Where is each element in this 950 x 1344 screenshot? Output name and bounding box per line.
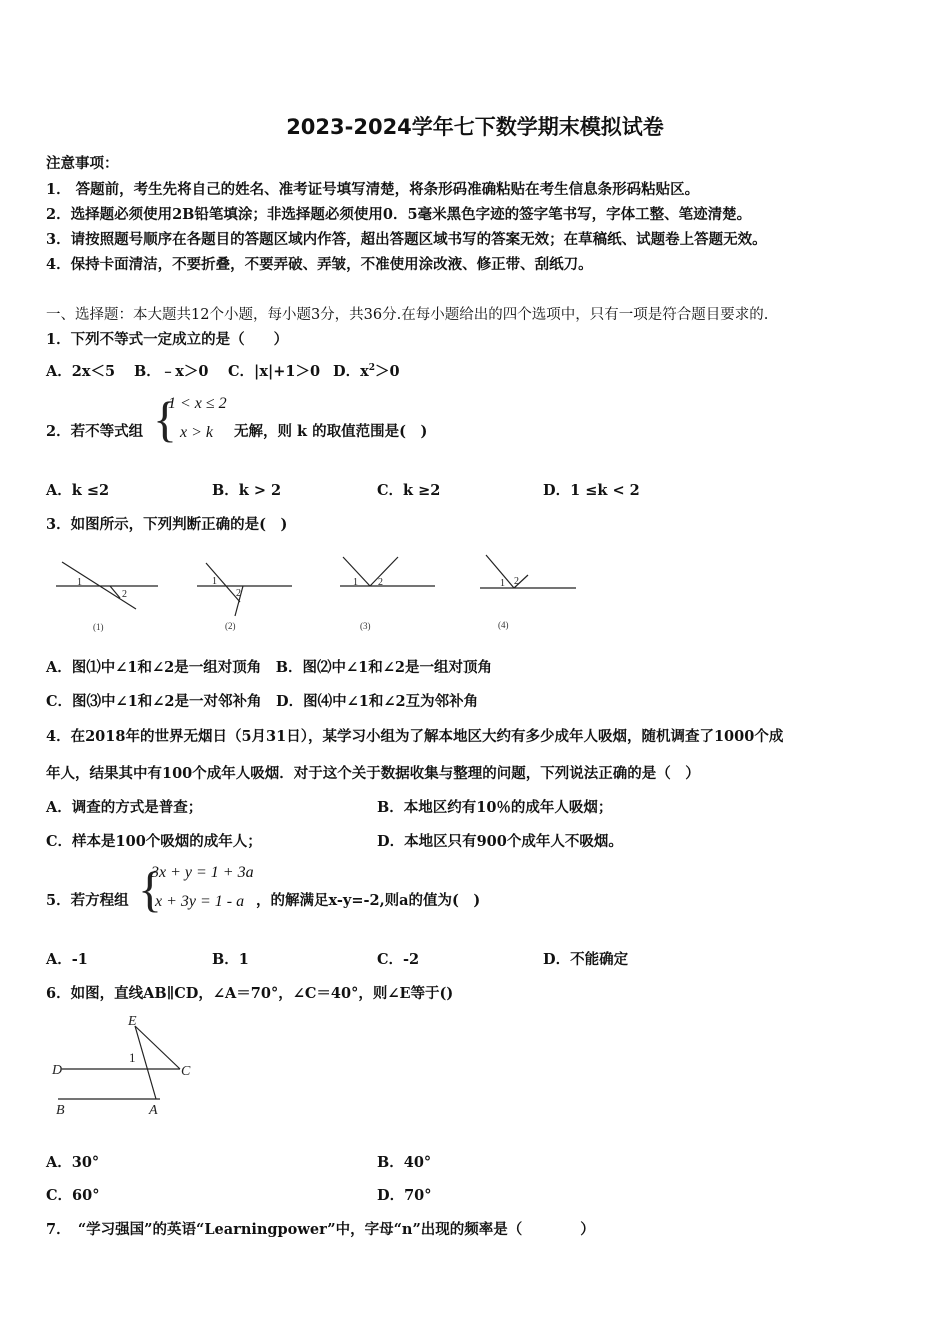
q5-stem-suffix: ，的解满足x-y=-2,则a的值为( )	[256, 892, 481, 909]
q1-stem: 1．下列不等式一定成立的是（ ）	[46, 331, 289, 348]
q3-fig1-angle-1: 1	[77, 577, 82, 588]
q3-fig3-ray-right	[370, 557, 398, 586]
q6-figure	[48, 1010, 208, 1122]
q5-option-c: C．-2	[377, 951, 420, 968]
q1-option-d-rest: ＞0	[375, 363, 400, 380]
notice-item-1: 1． 答题前，考生先将自己的姓名、准考证号填写清楚，将条形码准确粘贴在考生信息条形码粘贴区。	[46, 181, 700, 198]
page-title: 2023-2024学年七下数学期末模拟试卷	[286, 115, 664, 139]
q3-options-cd: C．图⑶中∠1和∠2是一对邻补角 D．图⑷中∠1和∠2互为邻补角	[46, 693, 479, 710]
q1-option-a: A．2x＜5	[46, 363, 116, 380]
q6-option-b: B．40°	[377, 1154, 432, 1171]
q5-system-line-2: x + 3y = 1 - a	[155, 893, 245, 910]
q5-brace: {	[138, 861, 162, 917]
q1-option-d	[333, 360, 400, 381]
q2-system-line-1: 1 < x ≤ 2	[168, 395, 227, 412]
q5-stem-prefix: 5．若方程组	[46, 892, 129, 909]
q5-option-a: A．-1	[46, 951, 88, 968]
q3-fig2-angle-1: 1	[212, 576, 217, 587]
q6-label-b: B	[56, 1103, 65, 1118]
q3-fig4-angle-1: 1	[500, 578, 505, 589]
q2-brace: {	[153, 391, 177, 447]
q3-fig1-caption: (1)	[93, 622, 104, 632]
q7-stem: 7． “学习强国”的英语“Learningpower”中，字母“n”出现的频率是（ ）	[46, 1221, 595, 1238]
q5-option-b: B．1	[212, 951, 249, 968]
q6-option-c: C．60°	[46, 1187, 100, 1204]
q2-system-line-2: x > k	[180, 424, 213, 441]
q3-figures	[40, 545, 600, 640]
q2-option-c: C．k ≥2	[377, 482, 441, 499]
q3-fig1-angle-2: 2	[122, 589, 127, 600]
q3-fig3-angle-2: 2	[378, 577, 383, 588]
q3-fig4-angle-2: 2	[514, 576, 519, 587]
q4-stem-line-1: 4．在2018年的世界无烟日（5月31日），某学习小组为了解本地区大约有多少成年人吸烟，随机调查了1000个成	[46, 728, 784, 745]
q2-option-b: B．k > 2	[212, 482, 282, 499]
q3-fig4-caption: (4)	[498, 620, 509, 630]
notice-item-3: 3．请按照题号顺序在各题目的答题区域内作答，超出答题区域书写的答案无效；在草稿纸、试题卷上答题无效。	[46, 231, 767, 248]
q1-option-d-base: D．x	[333, 363, 369, 380]
q1-option-d-exponent: 2	[368, 363, 375, 374]
q3-stem: 3．如图所示，下列判断正确的是( )	[46, 516, 288, 533]
q3-fig2-angle-2: 2	[236, 588, 241, 599]
notice-item-4: 4．保持卡面清洁，不要折叠，不要弄破、弄皱，不准使用涂改液、修正带、刮纸刀。	[46, 256, 593, 273]
q3-fig2-caption: (2)	[225, 621, 236, 631]
q4-option-a: A．调查的方式是普查；	[46, 799, 203, 816]
q6-label-e: E	[128, 1014, 137, 1029]
q2-stem-suffix: 无解，则 k 的取值范围是( )	[234, 423, 428, 440]
q6-stem: 6．如图，直线AB∥CD，∠A＝70°，∠C＝40°，则∠E等于()	[46, 985, 454, 1002]
q2-option-a: A．k ≤2	[46, 482, 110, 499]
section-heading: 一、选择题：本大题共12个小题，每小题3分，共36分.在每小题给出的四个选项中，只有一项是符合题目要求的.	[46, 307, 769, 323]
q3-options-ab: A．图⑴中∠1和∠2是一组对顶角 B．图⑵中∠1和∠2是一组对顶角	[46, 659, 492, 676]
q2-stem-prefix: 2．若不等式组	[46, 423, 144, 440]
q6-option-d: D．70°	[377, 1187, 432, 1204]
q6-label-a: A	[149, 1103, 158, 1118]
q3-fig3-caption: (3)	[360, 621, 371, 631]
q6-angle-1: 1	[129, 1050, 136, 1065]
q1-option-b: B．﹣x＞0	[134, 363, 209, 380]
q1-option-c: C．|x|+1＞0	[228, 363, 321, 380]
q4-option-d: D．本地区只有900个成年人不吸烟。	[377, 833, 623, 850]
q5-system-line-1: 3x + y = 1 + 3a	[151, 864, 254, 881]
q2-option-d: D．1 ≤k < 2	[543, 482, 640, 499]
q5-option-d: D．不能确定	[543, 951, 629, 968]
q3-fig3-angle-1: 1	[353, 577, 358, 588]
notice-heading: 注意事项：	[46, 155, 119, 172]
q4-option-b: B．本地区约有10％的成年人吸烟；	[377, 799, 613, 816]
q4-stem-line-2: 年人，结果其中有100个成年人吸烟．对于这个关于数据收集与整理的问题，下列说法正确的是（ ）	[46, 765, 700, 782]
q4-option-c: C．样本是100个吸烟的成年人；	[46, 833, 262, 850]
q6-label-d: D	[52, 1063, 63, 1078]
q6-label-c: C	[181, 1064, 191, 1079]
q6-option-a: A．30°	[46, 1154, 100, 1171]
notice-item-2: 2．选择题必须使用2B铅笔填涂；非选择题必须使用0．5毫米黑色字迹的签字笔书写，字体工整、笔迹清楚。	[46, 206, 752, 223]
q6-segment-ea	[135, 1026, 156, 1099]
